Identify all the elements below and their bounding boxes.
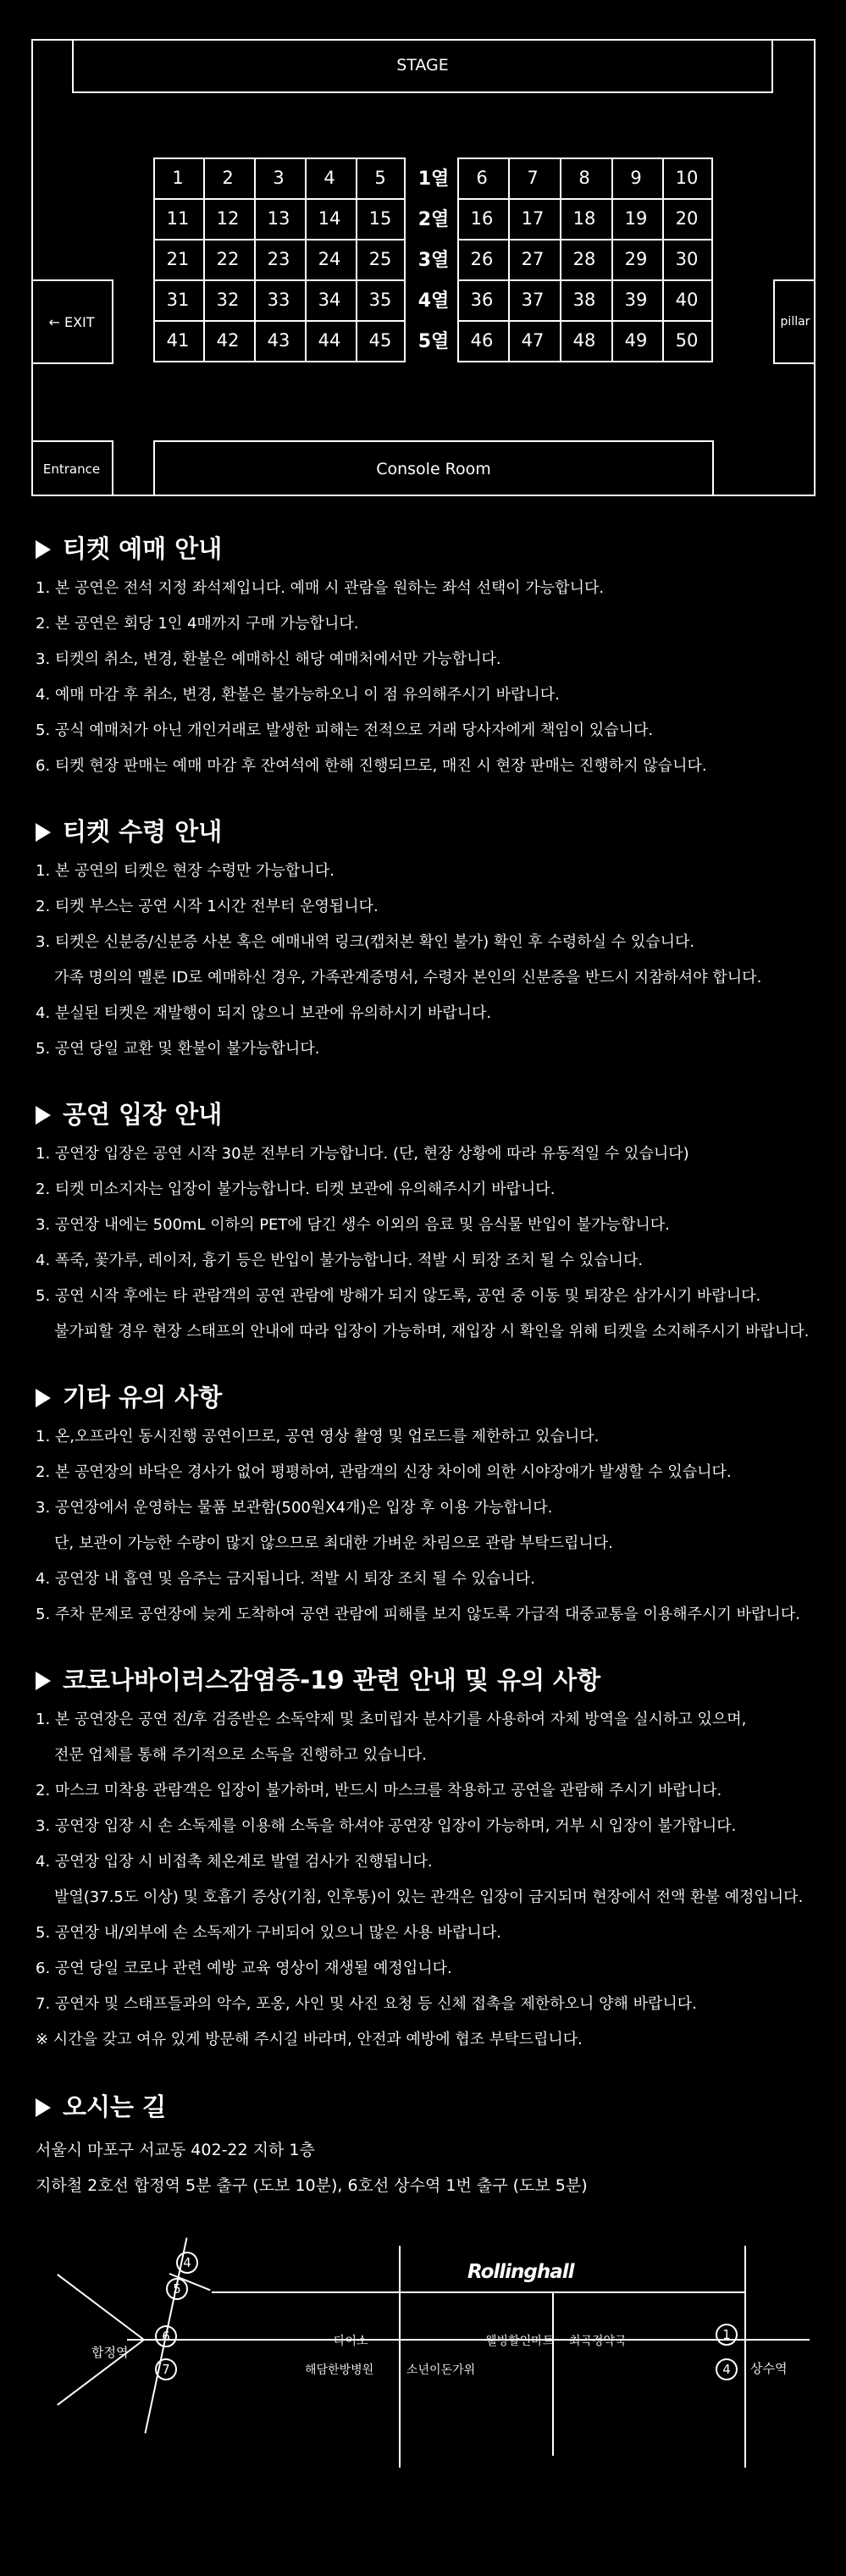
notice-line: 1. 공연장 입장은 공연 시작 30분 전부터 가능합니다. (단, 현장 상황에 따라 유동적일 수 있습니다) [36,1145,689,1163]
notice-line: 3. 공연장에서 운영하는 물품 보관함(500원X4개)은 입장 후 이용 가능합니다. [36,1499,553,1517]
entrance-area [31,440,113,496]
seat-divider [153,279,406,281]
seat[interactable]: 29 [624,248,648,269]
notice-line: 1. 본 공연은 전석 지정 좌석제입니다. 예매 시 관람을 원하는 좌석 선택이 가능합니다. [36,579,605,597]
triangle-bullet-icon [36,540,51,559]
section-title-text: 티켓 수령 안내 [63,817,223,846]
notice-line: 2. 본 공연장의 바닥은 경사가 없어 평평하여, 관람객의 신장 차이에 의한 시야장애가 발생할 수 있습니다. [36,1463,732,1481]
seat[interactable]: 12 [216,207,240,229]
notice-line: 5. 공연 시작 후에는 타 관람객의 공연 관람에 방해가 되지 않도록, 공연 중 이동 및 퇴장은 삼가시기 바랍니다. [36,1287,761,1305]
notice-line: ※ 시간을 갖고 여유 있게 방문해 주시길 바라며, 안전과 예방에 협조 부탁드립니다. [36,2031,583,2048]
notice-line: 1. 본 공연장은 공연 전/후 검증받은 소독약제 및 초미립자 분사기를 사용하여 자체 방역을 실시하고 있으며, [36,1711,747,1728]
notice-line: 4. 폭죽, 꽃가루, 레이저, 흉기 등은 반입이 불가능합니다. 적발 시 퇴장 조치 될 수 있습니다. [36,1252,644,1269]
notice-line: 4. 공연장 내 흡연 및 음주는 금지됩니다. 적발 시 퇴장 조치 될 수 있습니다. [36,1570,535,1588]
section-title-text: 티켓 예매 안내 [63,534,223,563]
exit-6-marker: 6 [155,2325,177,2347]
seat-divider [356,158,357,362]
exit-7-marker: 7 [155,2358,177,2380]
notice-line: 1. 온,오프라인 동시진행 공연이므로, 공연 영상 촬영 및 업로드를 제한하고 있습니다. [36,1428,600,1446]
seat-divider [457,279,713,281]
notice-line: 단, 보관이 가능한 수량이 많지 않으므로 최대한 가벼운 차림으로 관람 부탁드립니다. [54,1534,613,1552]
seat[interactable]: 4 [323,167,335,188]
seat[interactable]: 37 [521,289,545,310]
notice-line: 불가피할 경우 현장 스태프의 안내에 따라 입장이 가능하며, 재입장 시 확인을 위해 티켓을 소지해주시기 바랍니다. [54,1323,810,1341]
seat[interactable]: 50 [675,329,699,351]
triangle-bullet-icon [36,1106,51,1125]
notice-line: 4. 분실된 티켓은 재발행이 되지 않으니 보관에 유의하시기 바랍니다. [36,1004,492,1022]
seat[interactable]: 44 [318,329,341,351]
row-label: 4열 [417,290,450,312]
seat[interactable]: 42 [216,329,240,351]
seat-divider [254,158,256,362]
seat[interactable]: 21 [166,248,190,269]
section-title-text: 기타 유의 사항 [63,1383,223,1412]
notice-line: 발열(37.5도 이상) 및 호흡기 증상(기침, 인후통)이 있는 관객은 입장이 금지되며 현장에서 전액 환불 예정입니다. [54,1888,804,1906]
seat[interactable]: 40 [675,289,699,310]
seat[interactable]: 49 [624,329,648,351]
seat[interactable]: 31 [166,289,190,310]
notice-line: 3. 티켓은 신분증/신분증 사본 혹은 예매내역 링크(캡처본 확인 불가) 확인 후 수령하실 수 있습니다. [36,933,695,951]
info-section [36,815,832,1067]
landmark-haedam: 해담한방병원 [305,2363,374,2377]
notice-line: 5. 공연장 내/외부에 손 소독제가 구비되어 있으니 많은 사용 바랍니다. [36,1924,501,1942]
exit-5-marker: 5 [166,2278,188,2300]
address-text: 서울시 마포구 서교동 402-22 지하 1층 [36,2141,315,2159]
seat[interactable]: 26 [470,248,494,269]
console-label: Console Room [376,460,491,478]
landmark-choegok: 최곡정약국 [569,2335,627,2348]
notice-line: 3. 공연장 입장 시 손 소독제를 이용해 소독을 하셔야 공연장 입장이 가능하며, 거부 시 입장이 불가합니다. [36,1817,737,1835]
notice-line: 5. 공식 예매처가 아닌 개인거래로 발생한 피해는 전적으로 거래 당사자에게 책임이 있습니다. [36,721,654,739]
section-title-text: 공연 입장 안내 [63,1100,223,1129]
seat[interactable]: 1 [172,167,184,188]
exit-area [31,279,113,364]
notice-line: 1. 본 공연의 티켓은 현장 수령만 가능합니다. [36,862,335,880]
triangle-bullet-icon [36,1389,51,1407]
directions-title: 오시는 길 [36,2090,832,2124]
triangle-bullet-icon [36,1672,51,1690]
seat[interactable]: 41 [166,329,190,351]
row-label: 5열 [417,331,450,352]
seat-divider [305,158,307,362]
venue-logo: Rollinghall [467,2261,574,2283]
seat-divider [153,198,406,200]
seat[interactable]: 14 [318,207,341,229]
upper-road [212,2291,745,2293]
section-title [36,1380,832,1414]
seat-divider [457,320,713,322]
seat[interactable]: 23 [267,248,290,269]
stage [72,39,773,93]
info-section [36,1663,832,2058]
notice-line: 4. 공연장 입장 시 비접촉 체온계로 발열 검사가 진행됩니다. [36,1853,433,1871]
seat[interactable]: 35 [368,289,392,310]
landmark-daiso: 다이소 [334,2335,368,2348]
section-title [36,1097,832,1131]
notice-line: 2. 티켓 부스는 공연 시작 1시간 전부터 운영됩니다. [36,898,379,915]
row-label: 3열 [417,250,450,271]
seat[interactable]: 27 [521,248,545,269]
notice-line: 6. 티켓 현장 판매는 예매 마감 후 잔여석에 한해 진행되므로, 매진 시 현장 판매는 진행하지 않습니다. [36,757,707,775]
entrance-label: Entrance [42,462,101,477]
subway-text: 지하철 2호선 합정역 5분 출구 (도보 10분), 6호선 상수역 1번 출구 (도보 5분) [36,2176,588,2195]
seat[interactable]: 17 [521,207,545,229]
seat-divider [611,158,613,362]
landmark-sonyeon: 소년이돈가위 [406,2363,476,2377]
street-3 [744,2246,746,2468]
pillar-label: pillar [780,315,810,329]
info-section [36,1097,832,1350]
stage-label: STAGE [396,56,449,75]
seat-divider [457,198,713,200]
exit-label: ← EXIT [48,313,95,330]
info-section [36,1380,832,1633]
console-room [153,440,714,496]
seat[interactable]: 16 [470,207,494,229]
section-title [36,1663,832,1697]
section-title [36,532,832,566]
seat[interactable]: 9 [630,167,642,188]
seat[interactable]: 22 [216,248,240,269]
seat-divider [508,158,510,362]
seat-divider [153,239,406,240]
seat[interactable]: 6 [476,167,488,188]
section-title-text: 코로나바이러스감염증-19 관련 안내 및 유의 사항 [63,1666,601,1694]
seat-divider [153,320,406,322]
seat[interactable]: 11 [166,207,190,229]
street-2 [552,2291,554,2456]
seat-divider [457,239,713,240]
notice-line: 4. 예매 마감 후 취소, 변경, 환불은 불가능하오니 이 점 유의해주시기 바랍니다. [36,686,560,704]
notice-line: 2. 본 공연은 회당 1인 4매까지 구매 가능합니다. [36,615,359,633]
notice-line: 2. 마스크 미착용 관람객은 입장이 불가하며, 반드시 마스크를 착용하고 공연을 관람해 주시기 바랍니다. [36,1782,722,1799]
sangsu-station-label: 상수역 [750,2361,788,2376]
seat[interactable]: 28 [572,248,596,269]
seat[interactable]: 38 [572,289,596,310]
notice-line: 가족 명의의 멜론 ID로 예매하신 경우, 가족관계증명서, 수령자 본인의 신분증을 반드시 지참하셔야 합니다. [54,969,762,987]
notice-line: 전문 업체를 통해 주기적으로 소독을 진행하고 있습니다. [54,1746,427,1764]
pillar [773,279,816,364]
seat-divider [662,158,664,362]
seat[interactable]: 5 [374,167,386,188]
seat[interactable]: 48 [572,329,596,351]
seat[interactable]: 3 [273,167,285,188]
notice-line: 7. 공연자 및 스태프들과의 악수, 포옹, 사인 및 사진 요청 등 신체 접촉을 제한하오니 양해 바랍니다. [36,1995,697,2013]
seat[interactable]: 46 [470,329,494,351]
notice-line: 5. 공연 당일 교환 및 환불이 불가능합니다. [36,1040,320,1058]
seat[interactable]: 7 [527,167,539,188]
triangle-bullet-icon [36,823,51,842]
seat[interactable]: 33 [267,289,290,310]
seat[interactable]: 32 [216,289,240,310]
triangle-bullet-icon [36,2098,51,2117]
diagonal-road-upper [57,2274,144,2341]
notice-line: 3. 공연장 내에는 500mL 이하의 PET에 담긴 생수 이외의 음료 및 음식물 반입이 불가능합니다. [36,1216,670,1234]
landmark-wellbeing: 웰빙할인마트 [485,2335,555,2348]
seat[interactable]: 10 [675,167,699,188]
seat[interactable]: 39 [624,289,648,310]
notice-line: 3. 티켓의 취소, 변경, 환불은 예매하신 해당 예매처에서만 가능합니다. [36,650,501,668]
notice-line: 6. 공연 당일 코로나 관련 예방 교육 영상이 재생될 예정입니다. [36,1960,452,1977]
seat[interactable]: 43 [267,329,290,351]
seat[interactable]: 45 [368,329,392,351]
seat[interactable]: 18 [572,207,596,229]
seat[interactable]: 34 [318,289,341,310]
seat[interactable]: 13 [267,207,290,229]
section-title [36,815,832,849]
street-1 [399,2246,401,2468]
seat[interactable]: 47 [521,329,545,351]
info-section [36,532,832,784]
notice-line: 2. 티켓 미소지자는 입장이 불가능합니다. 티켓 보관에 유의해주시기 바랍니다. [36,1180,556,1198]
seat[interactable]: 8 [578,167,590,188]
row-label: 2열 [417,209,450,230]
seat[interactable]: 15 [368,207,392,229]
seat[interactable]: 24 [318,248,341,269]
seat[interactable]: 36 [470,289,494,310]
seat[interactable]: 25 [368,248,392,269]
directions-section [36,2090,832,2203]
row-label: 1열 [417,169,450,190]
exit-1-marker: 1 [716,2324,738,2346]
seat-divider [560,158,561,362]
seat[interactable]: 30 [675,248,699,269]
seat[interactable]: 20 [675,207,699,229]
seat-divider [203,158,205,362]
seat[interactable]: 2 [222,167,234,188]
main-road [127,2339,810,2341]
notice-line: 5. 주차 문제로 공연장에 늦게 도착하여 공연 관람에 피해를 보지 않도록 가급적 대중교통을 이용해주시기 바랍니다. [36,1606,800,1623]
exit-4-marker: 4 [176,2252,198,2274]
hapjeong-station-label: 합정역 [91,2345,129,2360]
exit-4r-marker: 4 [716,2358,738,2380]
seat[interactable]: 19 [624,207,648,229]
